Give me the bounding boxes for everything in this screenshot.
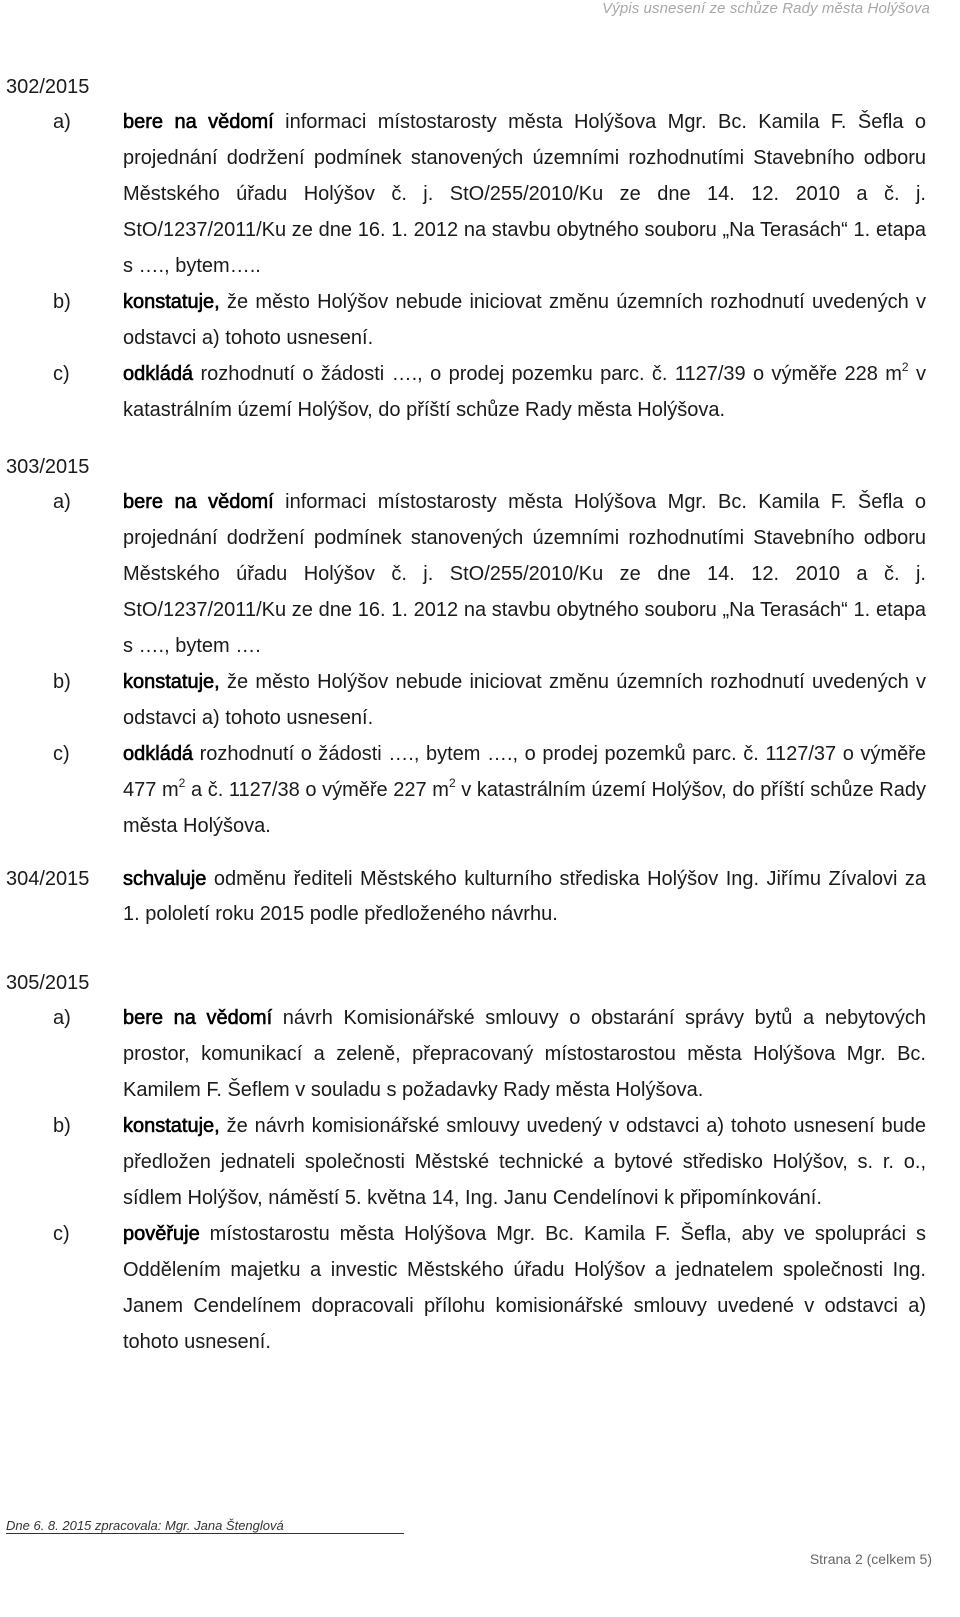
item-text: informaci místostarosty města Holýšova Mgr. Bc. Kamila F. Šefla o projednání dodržení podmínek stanovených územními rozhodnutími Stavebního odboru Městského úřadu Holýšov č. j. StO/255/2010/Ku ze dne 14. 12. 2010 a č. j. StO/1237/2011/Ku ze dne 16. 1. 2012 na stavbu obytného souboru „Na Terasách“ 1. etapa s …., bytem…..: [123, 111, 926, 277]
footer-page-number: Strana 2 (celkem 5): [809, 1551, 932, 1567]
resolution-305: [6, 966, 956, 1360]
resolution-item-a: [6, 1000, 926, 1108]
item-text: místostarostu města Holýšova Mgr. Bc. Kamila F. Šefla, aby ve spolupráci s Oddělením majetku a investic Městského úřadu Holýšov a jednatelem společnosti Ing. Janem Cendelínem dopracovali přílohu komisionářské smlouvy uvedené v odstavci a) tohoto usnesení.: [123, 1223, 926, 1353]
resolution-item-a: [6, 484, 926, 664]
resolution-item-c: [6, 1216, 926, 1360]
item-text: odměnu řediteli Městského kulturního střediska Holýšov Ing. Jiřímu Zívalovi za 1. pololetí roku 2015 podle předloženého návrhu.: [123, 868, 926, 925]
item-letter: a): [53, 491, 71, 513]
item-verb: konstatuje,: [123, 291, 220, 313]
resolution-number: 303/2015: [6, 456, 90, 478]
resolution-number: 302/2015: [6, 76, 90, 98]
resolution-item-c: [6, 736, 926, 844]
item-verb: odkládá: [123, 363, 194, 385]
resolution-303: [6, 450, 956, 844]
resolution-item-b: [6, 284, 926, 356]
resolution-item-c: [6, 356, 926, 428]
footer-author: Dne 6. 8. 2015 zpracovala: Mgr. Jana Štenglová: [6, 1518, 404, 1534]
item-verb: schvaluje: [123, 868, 207, 890]
item-letter: a): [53, 111, 71, 133]
superscript: 2: [178, 776, 186, 790]
resolution-item-a: [6, 104, 926, 284]
item-text-cont: v katastrálním území Holýšov, do příští schůze Rady města Holýšova.: [123, 363, 926, 421]
item-letter: b): [53, 291, 71, 313]
resolution-304: [6, 862, 956, 932]
item-text: rozhodnutí o žádosti …., o prodej pozemku parc. č. 1127/39 o výměře 228 m: [193, 363, 902, 385]
item-letter: c): [53, 363, 70, 385]
item-text: že město Holýšov nebude iniciovat změnu územních rozhodnutí uvedených v odstavci a) tohoto usnesení.: [123, 671, 926, 729]
item-text-cont: a č. 1127/38 o výměře 227 m: [185, 779, 449, 801]
item-text: návrh Komisionářské smlouvy o obstarání správy bytů a nebytových prostor, komunikací a zeleně, přepracovaný místostarostou města Holýšova Mgr. Bc. Kamilem F. Šeflem v souladu s požadavky Rady města Holýšova.: [123, 1007, 926, 1101]
item-text: informaci místostarosty města Holýšova Mgr. Bc. Kamila F. Šefla o projednání dodržení podmínek stanovených územními rozhodnutími Stavebního odboru Městského úřadu Holýšov č. j. StO/255/2010/Ku ze dne 14. 12. 2010 a č. j. StO/1237/2011/Ku ze dne 16. 1. 2012 na stavbu obytného souboru „Na Terasách“ 1. etapa s …., bytem ….: [123, 491, 926, 657]
resolution-number: 305/2015: [6, 972, 90, 994]
item-text-cont: v katastrálním území Holýšov, do příští schůze Rady města Holýšova.: [123, 779, 926, 837]
superscript: 2: [901, 360, 909, 374]
item-letter: c): [53, 743, 70, 765]
item-letter: b): [53, 1115, 71, 1137]
item-verb: bere na vědomí: [123, 491, 274, 513]
resolution-number: 304/2015: [6, 868, 90, 890]
item-verb: pověřuje: [123, 1223, 200, 1245]
running-header: Výpis usnesení ze schůze Rady města Holýšova: [602, 0, 930, 17]
item-verb: odkládá: [123, 743, 194, 765]
item-text: že město Holýšov nebude iniciovat změnu územních rozhodnutí uvedených v odstavci a) tohoto usnesení.: [123, 291, 926, 349]
item-text: že návrh komisionářské smlouvy uvedený v odstavci a) tohoto usnesení bude předložen jednateli společnosti Městské technické a bytové středisko Holýšov, s. r. o., sídlem Holýšov, náměstí 5. května 14, Ing. Janu Cendelínovi k připomínkování.: [123, 1115, 926, 1209]
item-verb: konstatuje,: [123, 1115, 220, 1137]
item-verb: bere na vědomí: [123, 1007, 273, 1029]
superscript: 2: [448, 776, 456, 790]
resolution-302: [6, 70, 956, 428]
item-text: rozhodnutí o žádosti …., bytem …., o prodej pozemků parc. č. 1127/37 o výměře 477 m: [123, 743, 926, 801]
item-letter: b): [53, 671, 71, 693]
resolution-inline: [6, 862, 926, 932]
item-letter: c): [53, 1223, 70, 1245]
item-letter: a): [53, 1007, 71, 1029]
item-verb: konstatuje,: [123, 671, 220, 693]
item-verb: bere na vědomí: [123, 111, 274, 133]
resolution-item-b: [6, 1108, 926, 1216]
resolution-item-b: [6, 664, 926, 736]
